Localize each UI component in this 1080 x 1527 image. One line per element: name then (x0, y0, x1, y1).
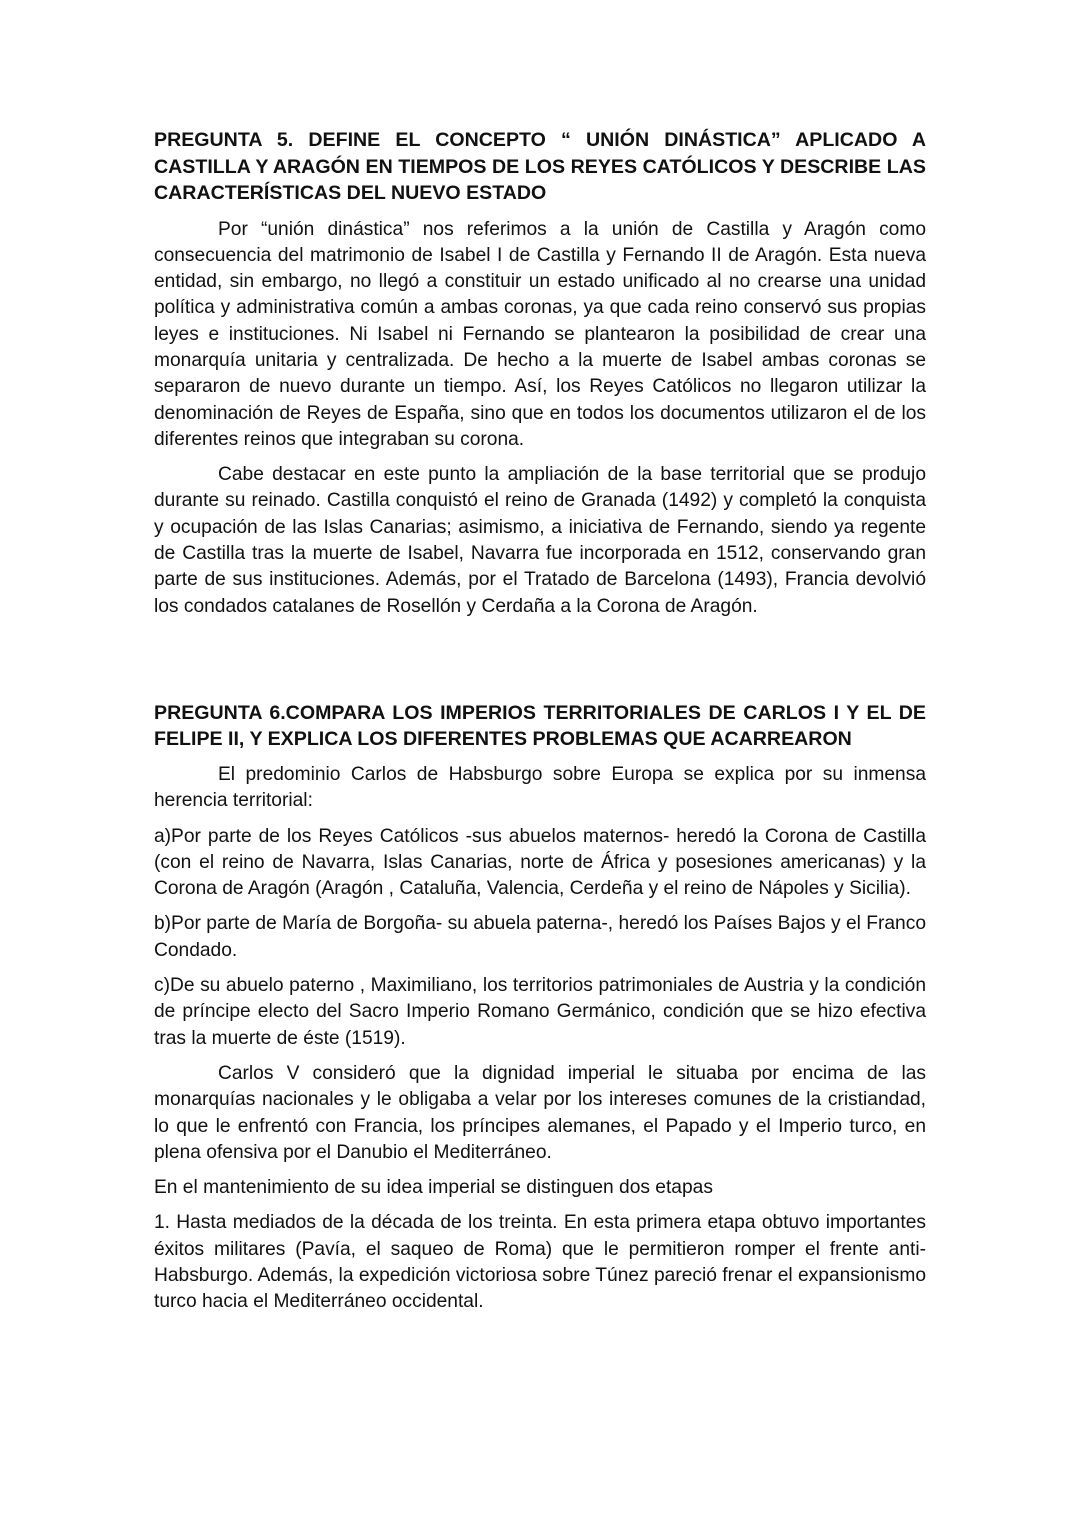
question-6-label: PREGUNTA 6. (154, 701, 286, 724)
carlos-v-paragraph: Carlos V consideró que la dignidad imperial le situaba por encima de las monarquías nacionales y le obligaba a velar por los intereses comunes de la cristiandad, lo que le enfrentó con Francia, los príncipes alemanes, el Papado y el Imperio turco, en plena ofensiva por el Danubio el Mediterráneo. (154, 1062, 926, 1163)
inheritance-item-a: a)Por parte de los Reyes Católicos -sus abuelos maternos- heredó la Corona de Castilla (con el reino de Navarra, Islas Canarias, norte de África y posesiones americanas) y la Corona de Aragón (Aragón , Cataluña, Valencia, Cerdeña y el reino de Nápoles y Sicilia). (154, 825, 926, 900)
inheritance-item-b: b)Por parte de María de Borgoña- su abuela paterna-, heredó los Países Bajos y el Franco Condado. (154, 913, 926, 961)
question-5-paragraph-1: Por “unión dinástica” nos referimos a la unión de Castilla y Aragón como consecuencia del matrimonio de Isabel I de Castilla y Fernando II de Aragón. Esta nueva entidad, sin embargo, no llegó a constituir un estado unificado al no crearse una unidad política y administrativa común a ambas coronas, ya que cada reino conservó sus propias leyes e instituciones. Ni Isabel ni Fernando se plantearon la posibilidad de crear una monarquía unitaria y centralizada. De hecho a la muerte de Isabel ambas coronas se separaron de nuevo durante un tiempo. Así, los Reyes Católicos no llegaron utilizar la denominación de Reyes de España, sino que en todos los documentos utilizaron el de los diferentes reinos que integraban su corona. (154, 218, 926, 450)
question-6-intro: El predominio Carlos de Habsburgo sobre Europa se explica por su inmensa herencia territorial: (154, 763, 926, 812)
question-6-title: COMPARA LOS IMPERIOS TERRITORIALES DE CARLOS I Y EL DE FELIPE II, Y EXPLICA LOS DIFERENTES PROBLEMAS QUE ACARREARON (154, 701, 926, 751)
question-6-heading (154, 700, 926, 753)
question-5-title: DEFINE EL CONCEPTO “ UNIÓN DINÁSTICA” APLICADO A CASTILLA Y ARAGÓN EN TIEMPOS DE LOS REYES CATÓLICOS Y DESCRIBE LAS CARACTERÍSTICAS DEL NUEVO ESTADO (154, 129, 926, 204)
question-6 (154, 700, 926, 1316)
question-5 (154, 127, 926, 620)
inheritance-item-c: c)De su abuelo paterno , Maximiliano, los territorios patrimoniales de Austria y la condición de príncipe electo del Sacro Imperio Romano Germánico, condición que se hizo efectiva tras la muerte de éste (1519). (154, 975, 926, 1049)
document-page (154, 127, 926, 1316)
question-5-heading (154, 127, 926, 207)
stage-1-paragraph: 1. Hasta mediados de la década de los treinta. En esta primera etapa obtuvo importantes éxitos militares (Pavía, el saqueo de Roma) que le permitieron romper el frente anti-Habsburgo. Además, la expedición victoriosa sobre Túnez pareció frenar el expansionismo turco hacia el Mediterráneo occidental. (154, 1212, 926, 1313)
stages-intro: En el mantenimiento de su idea imperial se distinguen dos etapas (154, 1177, 713, 1199)
question-5-label: PREGUNTA 5. (154, 129, 294, 151)
question-5-paragraph-2: Cabe destacar en este punto la ampliación de la base territorial que se produjo durante su reinado. Castilla conquistó el reino de Granada (1492) y completó la conquista y ocupación de las Islas Canarias; asimismo, a iniciativa de Fernando, siendo ya regente de Castilla tras la muerte de Isabel, Navarra fue incorporada en 1512, conservando gran parte de sus instituciones. Además, por el Tratado de Barcelona (1493), Francia devolvió los condados catalanes de Rosellón y Cerdaña a la Corona de Aragón. (154, 464, 926, 617)
